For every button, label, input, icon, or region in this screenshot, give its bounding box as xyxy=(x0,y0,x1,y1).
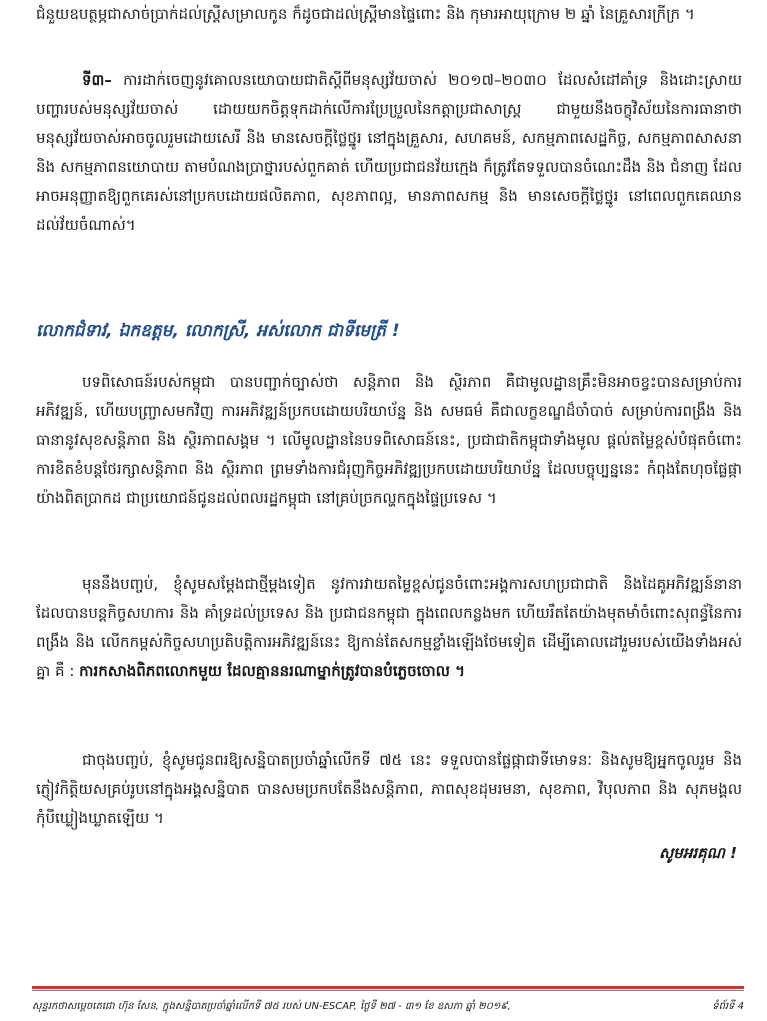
page-footer xyxy=(32,996,744,1016)
page-number: ទំព័រទី 4 xyxy=(712,1000,744,1012)
footer-divider-grey xyxy=(32,990,744,991)
footer-citation: សុន្ទរកថាសម្តេចតេជោ ហ៊ុន សែន, ក្នុងសន្និបាតប្រចាំឆ្នាំលើកទី ៧៥ របស់ UN-ESCAP, ថ្ងៃទី ២៧ - ៣១ ខែ ឧសភា ឆ្នាំ ២០១៩, xyxy=(32,1000,511,1012)
paragraph-closing-body: មុននឹងបញ្ចប់, ខ្ញុំសូមសម្តែងជាថ្មីម្តងទៀត នូវការវាយតម្លៃខ្ពស់ជូនចំពោះអង្គការសហប្រជាជាតិ និងដៃគូអភិវឌ្ឍន៍នានា ដែលបានបន្តកិច្ចសហការ និង គាំទ្រដល់ប្រទេស និង ប្រជាជនកម្ពុជា ក្នុងពេលកន្លងមក ហើយរឹតតែយ៉ាងមុតមាំចំពោះសុពន្ធ័នៃការពង្រឹង និង លើកកម្ពស់កិច្ចសហប្រតិបត្តិការអភិវឌ្ឍន៍នេះ ឱ្យកាន់តែសកម្មខ្លាំងឡើងថែមទៀត ដើម្បីគោលដៅរួមរបស់យើងទាំងអស់គ្នា គឺ : xyxy=(36,575,742,680)
paragraph-third-body: ការដាក់ចេញនូវគោលនយោបាយជាតិស្តីពីមនុស្សវ័យចាស់ ២០១៧–២០៣០ ដែលសំដៅគាំទ្រ និងដោះស្រាយបញ្ហារបស់មនុស្សវ័យចាស់ ដោយយកចិត្តទុកដាក់លើការប្រែប្រួលនៃកត្តាប្រជាសាស្ត្រ ជាមួយនឹងចក្ខុវិស័យនៃការធានាថា មនុស្សវ័យចាស់អាចចូលរួមដោយសេរី និង មានសេចក្តីថ្លៃថ្នូរ នៅក្នុងគ្រួសារ, សហគមន៍, សកម្មភាពសេដ្ឋកិច្ច, សកម្មភាពសាសនា និង សកម្មភាពនយោបាយ តាមបំណងប្រាថ្នារបស់ពួកគាត់ ហើយប្រជាជនវ័យក្មេង ក៏ត្រូវតែទទួលបានចំណេះដឹង និង ជំនាញ ដែលអាចអនុញ្ញាតឱ្យពួកគេរស់នៅប្រកបដោយផលិតភាព, សុខភាពល្អ, មានភាពសកម្ម និង មានសេចក្តីថ្លៃថ្នូរ នៅពេលពួកគេឈានដល់វ័យចំណាស់។ xyxy=(36,71,742,234)
salutation-heading: លោកជំទាវ, ឯកឧត្តម, លោកស្រី, អស់លោក ជាទីមេត្រី ! xyxy=(36,321,400,341)
paragraph-closing xyxy=(36,570,742,686)
footer-divider-red xyxy=(32,986,744,989)
paragraph-top: ជំនួយឧបត្ថម្ភជាសាច់ប្រាក់ដល់ស្ត្រីសម្រាលកូន ក៏ដូចជាដល់ស្ត្រីមានផ្ទៃពោះ និង កុមារអាយុក្រោម ២ ឆ្នាំ នៃគ្រួសារក្រីក្រ ។ xyxy=(36,5,695,23)
thank-you-text: សូមអរគុណ ! xyxy=(659,844,737,862)
paragraph-experience: បទពិសោធន៍របស់កម្ពុជា បានបញ្ជាក់ច្បាស់ថា សន្តិភាព និង ស្ថិរភាព គឺជាមូលដ្ឋានគ្រឹះមិនអាចខ្វះបានសម្រាប់ការអភិវឌ្ឍន៍, ហើយបញ្ច្រាសមកវិញ ការអភិវឌ្ឍន៍ប្រកបដោយបរិយាប័ន្ន និង សមធម៌ គឺជាលក្ខខណ្ឌដ៏ចាំបាច់ សម្រាប់ការពង្រឹង និង ធានានូវសុខសន្តិភាព និង ស្ថិរភាពសង្គម ។ លើមូលដ្ឋាននៃបទពិសោធន៍នេះ, ប្រជាជាតិកម្ពុជាទាំងមូល ផ្តល់តម្លៃខ្ពស់បំផុតចំពោះការខិតខំបន្តថែរក្សាសន្តិភាព និង ស្ថិរភាព ព្រមទាំងការជំរុញកិច្ចអភិវឌ្ឍប្រកបដោយបរិយាប័ន្ន ដែលបច្ចុប្បន្ននេះ កំពុងតែហុចផ្លែផ្កាយ៉ាងពិតប្រាកដ ជាប្រយោជន៍ជូនដល់ពលរដ្ឋកម្ពុជា នៅគ្រប់ច្រកល្ហកក្នុងផ្ទៃប្រទេស ។ xyxy=(36,373,742,507)
paragraph-final: ជាចុងបញ្ចប់, ខ្ញុំសូមជូនពរឱ្យសន្និបាតប្រចាំឆ្នាំលើកទី ៧៥ នេះ ទទួលបានផ្លែផ្កាជាទីមោទនៈ និងសូមឱ្យអ្នកចូលរួម និង ភ្ញៀវកិត្តិយសគ្រប់រូបនៅក្នុងអង្គសន្និបាត បានសមប្រកបតែនឹងសន្តិភាព, ភាពសុខដុមរមនា, សុខភាព, វិបុលភាព និង សុភមង្គល កុំបីឃ្លៀងឃ្លាតឡើយ ។ xyxy=(36,751,742,827)
paragraph-third-label: ទី៣– xyxy=(82,71,112,89)
paragraph-closing-bold: ការកសាងពិភពលោកមួយ ដែលគ្មាននរណាម្នាក់ត្រូវបានបំភ្លេចចោល ។ xyxy=(79,662,466,680)
paragraph-third xyxy=(36,66,742,240)
